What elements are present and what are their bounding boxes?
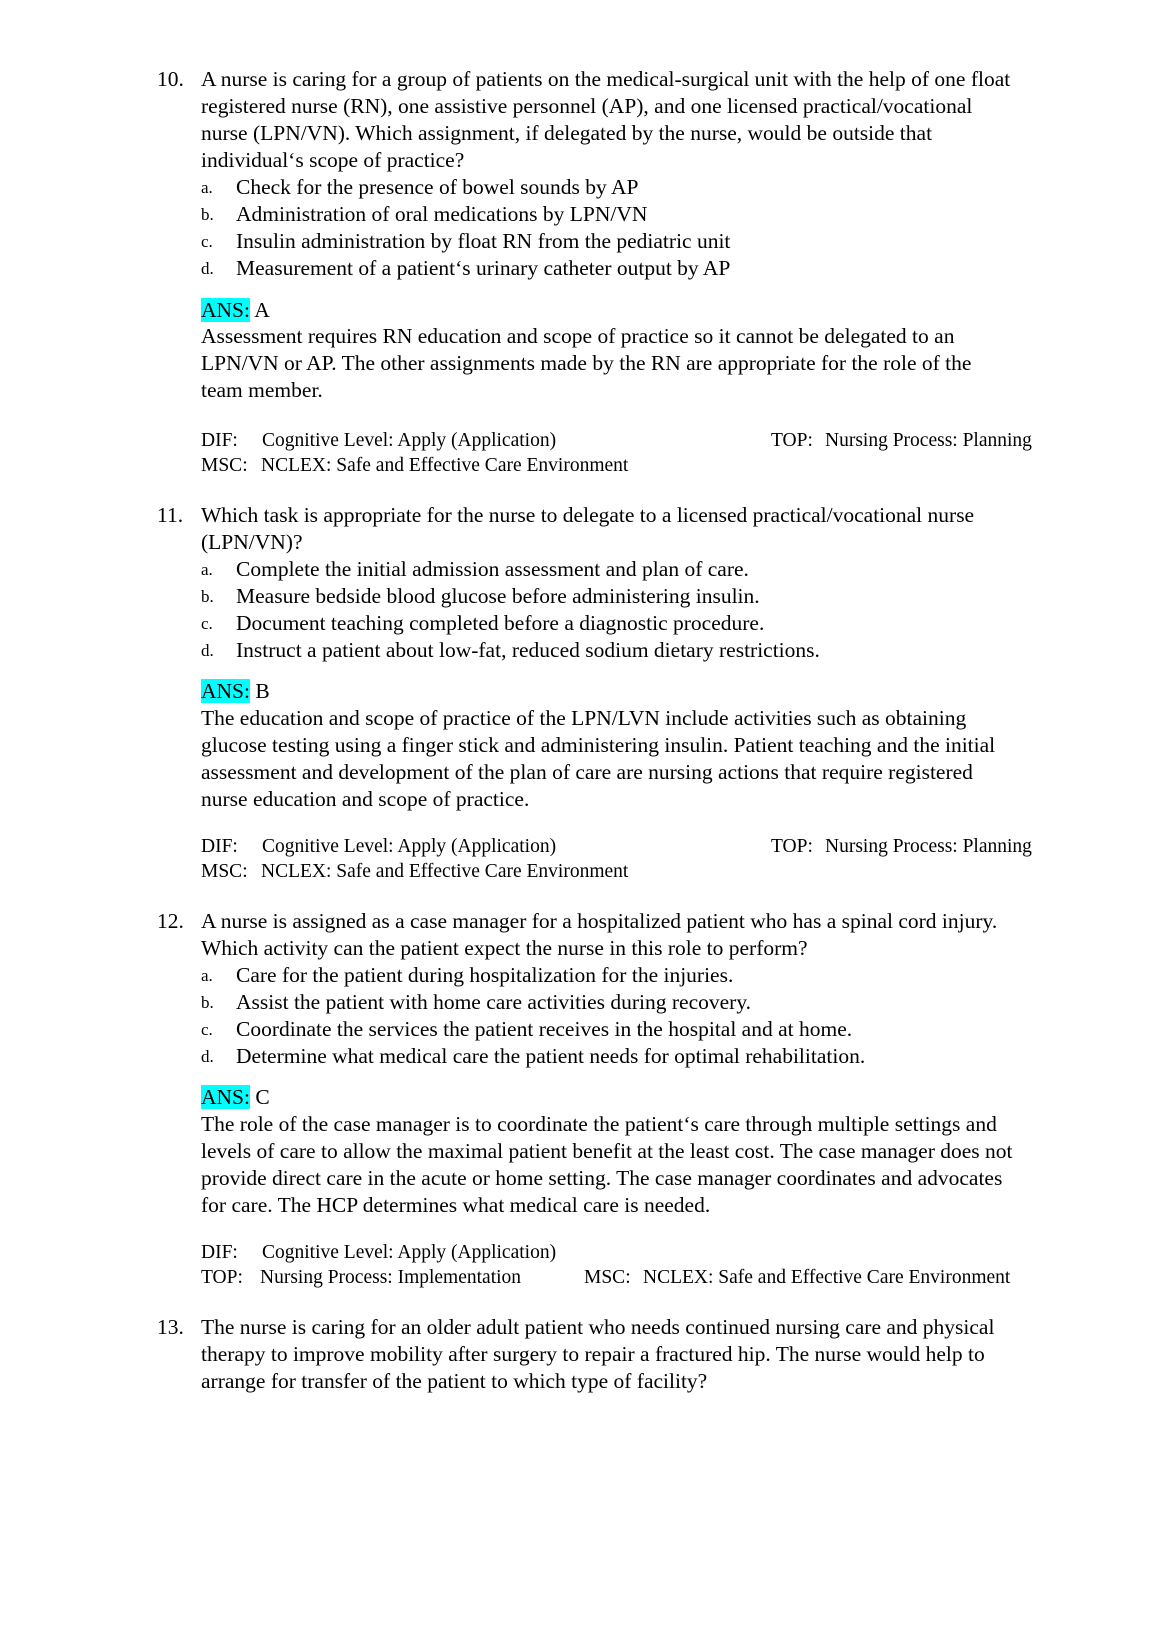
option-letter: d. [201, 641, 214, 660]
rationale [201, 1111, 1013, 1219]
dif-value: Cognitive Level: Apply (Application) [262, 1242, 557, 1263]
option-text: Instruct a patient about low-fat, reduced sodium dietary restrictions. [236, 638, 820, 662]
dif-key: DIF: [201, 836, 238, 857]
answer-value: C [255, 1085, 270, 1109]
option-text: Coordinate the services the patient receives in the hospital and at home. [236, 1017, 853, 1041]
dif-key: DIF: [201, 1242, 238, 1263]
option-text: Insulin administration by float RN from the pediatric unit [236, 229, 731, 253]
stem-line: Which task is appropriate for the nurse to delegate to a licensed practical/vocational nurse [201, 503, 975, 527]
answer-label: ANS: [201, 298, 250, 322]
msc-key: MSC: [201, 861, 248, 882]
question-number: 10. [157, 67, 184, 91]
question-stem [201, 1314, 1101, 1395]
option-letter: d. [201, 259, 214, 278]
option-text: Document teaching completed before a diagnostic procedure. [236, 611, 765, 635]
msc-line [201, 859, 628, 884]
dif-key: DIF: [201, 430, 238, 451]
answer [201, 297, 270, 324]
dif-line [201, 428, 556, 453]
option-letter: b. [201, 993, 214, 1012]
option-text: Measure bedside blood glucose before administering insulin. [236, 584, 760, 608]
top-key: TOP: [771, 836, 813, 857]
option-letter: a. [201, 560, 213, 579]
top-key: TOP: [201, 1267, 243, 1288]
question-number: 11. [157, 503, 184, 527]
stem-line: nurse (LPN/VN). Which assignment, if delegated by the nurse, would be outside that [201, 121, 933, 145]
rationale-line: provide direct care in the acute or home setting. The case manager coordinates and advocates [201, 1166, 1003, 1190]
option-text: Check for the presence of bowel sounds by AP [236, 175, 639, 199]
question-number: 13. [157, 1315, 184, 1339]
stem-line: individual‘s scope of practice? [201, 148, 465, 172]
question-stem [201, 66, 1101, 174]
option-letter: c. [201, 232, 213, 251]
top-value: Nursing Process: Planning [825, 430, 1032, 451]
rationale-line: The role of the case manager is to coordinate the patient‘s care through multiple settings and [201, 1112, 997, 1136]
rationale-line: levels of care to allow the maximal patient benefit at the least cost. The case manager does not [201, 1139, 1013, 1163]
msc-key: MSC: [201, 455, 248, 476]
dif-value: Cognitive Level: Apply (Application) [262, 430, 557, 451]
option-text: Measurement of a patient‘s urinary catheter output by AP [236, 256, 731, 280]
dif-line [201, 1240, 556, 1265]
msc-key: MSC: [584, 1267, 631, 1288]
top-line [771, 834, 1032, 859]
top-value: Nursing Process: Implementation [260, 1267, 522, 1288]
answer [201, 678, 270, 705]
option-text: Complete the initial admission assessment and plan of care. [236, 557, 749, 581]
rationale-line: glucose testing using a finger stick and administering insulin. Patient teaching and the initial [201, 733, 996, 757]
top-line [771, 428, 1032, 453]
rationale-line: for care. The HCP determines what medical care is needed. [201, 1193, 711, 1217]
answer-label: ANS: [201, 679, 250, 703]
stem-line: A nurse is assigned as a case manager for a hospitalized patient who has a spinal cord injury. [201, 909, 998, 933]
answer [201, 1084, 270, 1111]
rationale-line: The education and scope of practice of the LPN/LVN include activities such as obtaining [201, 706, 967, 730]
msc-value: NCLEX: Safe and Effective Care Environment [261, 861, 629, 882]
stem-line: A nurse is caring for a group of patients on the medical-surgical unit with the help of one float [201, 67, 1011, 91]
rationale-line: assessment and development of the plan of care are nursing actions that require registered [201, 760, 973, 784]
rationale-line: Assessment requires RN education and scope of practice so it cannot be delegated to an [201, 324, 955, 348]
option-letter: b. [201, 587, 214, 606]
stem-line: therapy to improve mobility after surgery to repair a fractured hip. The nurse would help to [201, 1342, 985, 1366]
option-text: Care for the patient during hospitalization for the injuries. [236, 963, 734, 987]
stem-line: Which activity can the patient expect the nurse in this role to perform? [201, 936, 808, 960]
question-stem [201, 502, 1101, 556]
option-text: Assist the patient with home care activities during recovery. [236, 990, 752, 1014]
msc-value: NCLEX: Safe and Effective Care Environment [643, 1267, 1011, 1288]
option-letter: d. [201, 1047, 214, 1066]
dif-value: Cognitive Level: Apply (Application) [262, 836, 557, 857]
question-stem [201, 908, 1101, 962]
answer-value: B [255, 679, 270, 703]
option-letter: c. [201, 1020, 213, 1039]
stem-line: registered nurse (RN), one assistive personnel (AP), and one licensed practical/vocational [201, 94, 973, 118]
question-number: 12. [157, 909, 184, 933]
answer-value: A [254, 298, 270, 322]
option-letter: b. [201, 205, 214, 224]
top-value: Nursing Process: Planning [825, 836, 1032, 857]
top-key: TOP: [771, 430, 813, 451]
msc-value: NCLEX: Safe and Effective Care Environment [261, 455, 629, 476]
rationale [201, 323, 971, 404]
rationale-line: nurse education and scope of practice. [201, 787, 530, 811]
stem-line: arrange for transfer of the patient to which type of facility? [201, 1369, 708, 1393]
stem-line: (LPN/VN)? [201, 530, 303, 554]
option-text: Administration of oral medications by LPN/VN [236, 202, 648, 226]
stem-line: The nurse is caring for an older adult patient who needs continued nursing care and physical [201, 1315, 995, 1339]
option-letter: a. [201, 966, 213, 985]
rationale-line: LPN/VN or AP. The other assignments made by the RN are appropriate for the role of the [201, 351, 972, 375]
rationale-line: team member. [201, 378, 323, 402]
msc-line [584, 1265, 1010, 1290]
answer-label: ANS: [201, 1085, 250, 1109]
rationale [201, 705, 995, 813]
msc-line [201, 453, 628, 478]
option-letter: a. [201, 178, 213, 197]
dif-line [201, 834, 556, 859]
option-letter: c. [201, 614, 213, 633]
top-line [201, 1265, 521, 1290]
option-text: Determine what medical care the patient needs for optimal rehabilitation. [236, 1044, 866, 1068]
